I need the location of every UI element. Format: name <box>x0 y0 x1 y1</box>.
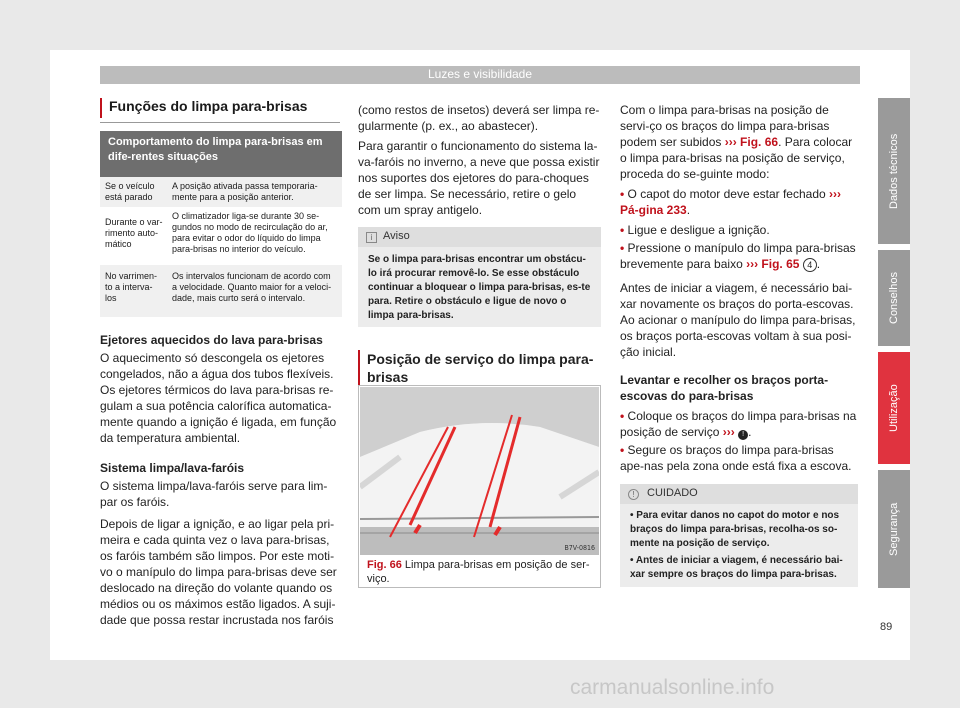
info-icon: i <box>366 232 377 243</box>
bullet-icon: • <box>630 555 636 566</box>
cuidado-box <box>620 484 858 587</box>
cont-text: (como restos de insetos) deverá ser limpa re-gularmente (p. ex., ao abastecer). <box>358 103 600 133</box>
fig66-link[interactable]: ››› Fig. 66 <box>724 135 779 149</box>
table-row <box>100 265 342 317</box>
figure-caption-text: Limpa para-brisas em posição de ser-viço. <box>367 559 590 585</box>
bullet-5-text: Segure os braços do limpa para-brisas ape-nas pela zona onde está fixa a escova. <box>620 443 852 473</box>
fig65-link[interactable]: ››› Fig. 65 <box>746 257 800 271</box>
header-title: Luzes e visibilidade <box>427 67 533 81</box>
aviso-text: Se o limpa para-brisas encontrar um obstácu-lo irá procurar removê-lo. Se esse obstáculo continuar a bloquear o limpa para-brisas, es-te para. Retire o obstáculo e ligue de novo o limpa para-brisas. <box>368 254 591 321</box>
intro-end: . Para colocar o limpa para-brisas na posição de serviço, proceda do se-guinte modo: <box>620 135 853 181</box>
bullet-4: • Coloque os braços do limpa para-brisas na posição de serviço ››› ! . <box>620 409 857 439</box>
cuidado-1-text: Para evitar danos no capot do motor e nos braços do limpa para-brisas, recolha-os so-mente na posição de serviço. <box>630 510 840 549</box>
warning-link[interactable]: ››› <box>722 425 735 439</box>
table-row <box>100 177 342 207</box>
aviso-header <box>358 227 601 247</box>
bullet-5 <box>620 442 858 474</box>
cuidado-label: CUIDADO <box>647 487 698 499</box>
bullet-icon: • <box>620 409 628 423</box>
tab-label: Conselhos <box>888 272 900 324</box>
bullet-icon: • <box>620 443 628 457</box>
bullet-3-text: Pressione o manípulo do limpa para-brisas brevemente para baixo <box>620 241 856 271</box>
callout-4: 4 <box>803 258 817 272</box>
figure-caption <box>367 558 595 586</box>
aviso-box <box>358 227 601 327</box>
bullet-3: • Pressione o manípulo do limpa para-brisas brevemente para baixo ››› Fig. 65 4 . <box>620 241 856 271</box>
section-title: Funções do limpa para-brisas <box>109 98 308 114</box>
section-marker <box>100 98 102 118</box>
table-cell-behavior: A posição ativada passa temporaria-mente para a posição anterior. <box>172 181 318 202</box>
section2-title: Posição de serviço do limpa para-brisas <box>367 351 594 385</box>
farois-title: Sistema limpa/lava-faróis <box>100 461 245 475</box>
tab-utilizacao[interactable] <box>878 352 910 464</box>
bullet-icon: • <box>620 223 628 237</box>
tab-label: Dados técnicos <box>888 133 900 209</box>
watermark: carmanualsonline.info <box>570 676 775 699</box>
page-number: 89 <box>880 621 893 633</box>
ejetores-title: Ejetores aquecidos do lava para-brisas <box>100 333 323 347</box>
bullet-1-text: O capot do motor deve estar fechado <box>627 187 826 201</box>
bullet-2 <box>620 222 858 238</box>
tab-label: Segurança <box>888 502 900 556</box>
cuidado-item <box>630 509 848 551</box>
bullet-2-text: Ligue e desligue a ignição. <box>627 223 770 237</box>
figure-label: Fig. 66 <box>367 559 402 571</box>
tab-conselhos[interactable] <box>878 250 910 346</box>
tab-dados-tecnicos[interactable] <box>878 98 910 244</box>
farois-text-2: Depois de ligar a ignição, e ao ligar pela pri-meira e cada quinta vez o lava para-brisas, os faróis também são limpos. Por este moti-vo o manípulo do limpa para-brisas deve ser deslocado na direção do volante quando os médios ou os máximos estão ligados. A suji-dade que possa restar incrustada nos faróis <box>100 517 337 627</box>
bullet-4-text: Coloque os braços do limpa para-brisas na posição de serviço <box>620 409 857 439</box>
cuidado-header <box>620 484 858 504</box>
ejetores-text: O aquecimento só descongela os ejetores congelados, não a água dos tubos flexíveis. Os ejetores térmicos do lava para-brisas re-gulam a sua potência calorífica automatica-mente quando a ignição é ligada, em função da temperatura ambiental. <box>100 351 337 445</box>
bullet-icon: • <box>620 241 628 255</box>
tab-seguranca[interactable] <box>878 470 910 588</box>
table-cell-condition: No varrimen-to a interva-los <box>105 271 158 303</box>
lava-farois-text: Para garantir o funcionamento do sistema la-va-faróis no inverno, a neve que possa existir nos suportes dos ejetores do para-choques de ser limpa. Se necessário, retire o gelo com um spray antigelo. <box>358 139 600 217</box>
subsection-title: Levantar e recolher os braços porta-escovas do para-brisas <box>620 373 829 403</box>
bullet-1: • O capot do motor deve estar fechado ››› Pá-gina 233. <box>620 187 842 217</box>
windshield-illustration <box>360 387 599 555</box>
table-heading: Comportamento do limpa para-brisas em dife-rentes situações <box>100 131 342 177</box>
figure-66 <box>358 385 601 588</box>
caution-icon: ! <box>628 489 639 500</box>
table-row <box>100 207 342 265</box>
table-cell-behavior: O climatizador liga-se durante 30 se-gundos no modo de recirculação do ar, para evitar o odor do líquido do limpa para-brisas no interior do veículo. <box>172 211 328 254</box>
intro-paragraph <box>620 102 858 182</box>
table-cell-condition: Durante o var-rimento auto-mático <box>105 217 163 249</box>
cuidado-item <box>630 554 848 582</box>
page233-link[interactable]: ››› Pá-gina 233 <box>620 187 842 217</box>
title-rule <box>100 122 340 123</box>
section-marker <box>358 350 360 386</box>
bullet-icon: • <box>620 187 628 201</box>
table-cell-condition: Se o veículo está parado <box>105 181 155 202</box>
windshield-wiper-image <box>360 387 599 555</box>
intro-text: Com o limpa para-brisas na posição de servi-ço os braços do limpa para-brisas podem ser subidos <box>620 103 830 149</box>
bullet-icon: • <box>630 510 637 521</box>
tab-label: Utilização <box>888 384 900 432</box>
figure-code: B7V-0816 <box>564 544 595 552</box>
cuidado-body <box>620 504 858 588</box>
aviso-label: Aviso <box>383 230 410 242</box>
table-cell-behavior: Os intervalos funcionam de acordo com a velocidade. Quanto maior for a veloci-dade, mais curto será o intervalo. <box>172 271 332 303</box>
header-bar <box>100 66 860 84</box>
farois-text-1: O sistema limpa/lava-faróis serve para lim-par os faróis. <box>100 479 328 509</box>
cuidado-2-text: Antes de iniciar a viagem, é necessário bai-xar sempre os braços do limpa para-brisas. <box>630 555 843 580</box>
para-2: Antes de iniciar a viagem, é necessário bai-xar novamente os braços do porta-escovas. Ao acionar o manípulo do limpa para-brisas, os braços porta-escovas voltam à sua posi-ção inicial. <box>620 281 856 359</box>
warning-circle-icon: ! <box>738 430 748 440</box>
